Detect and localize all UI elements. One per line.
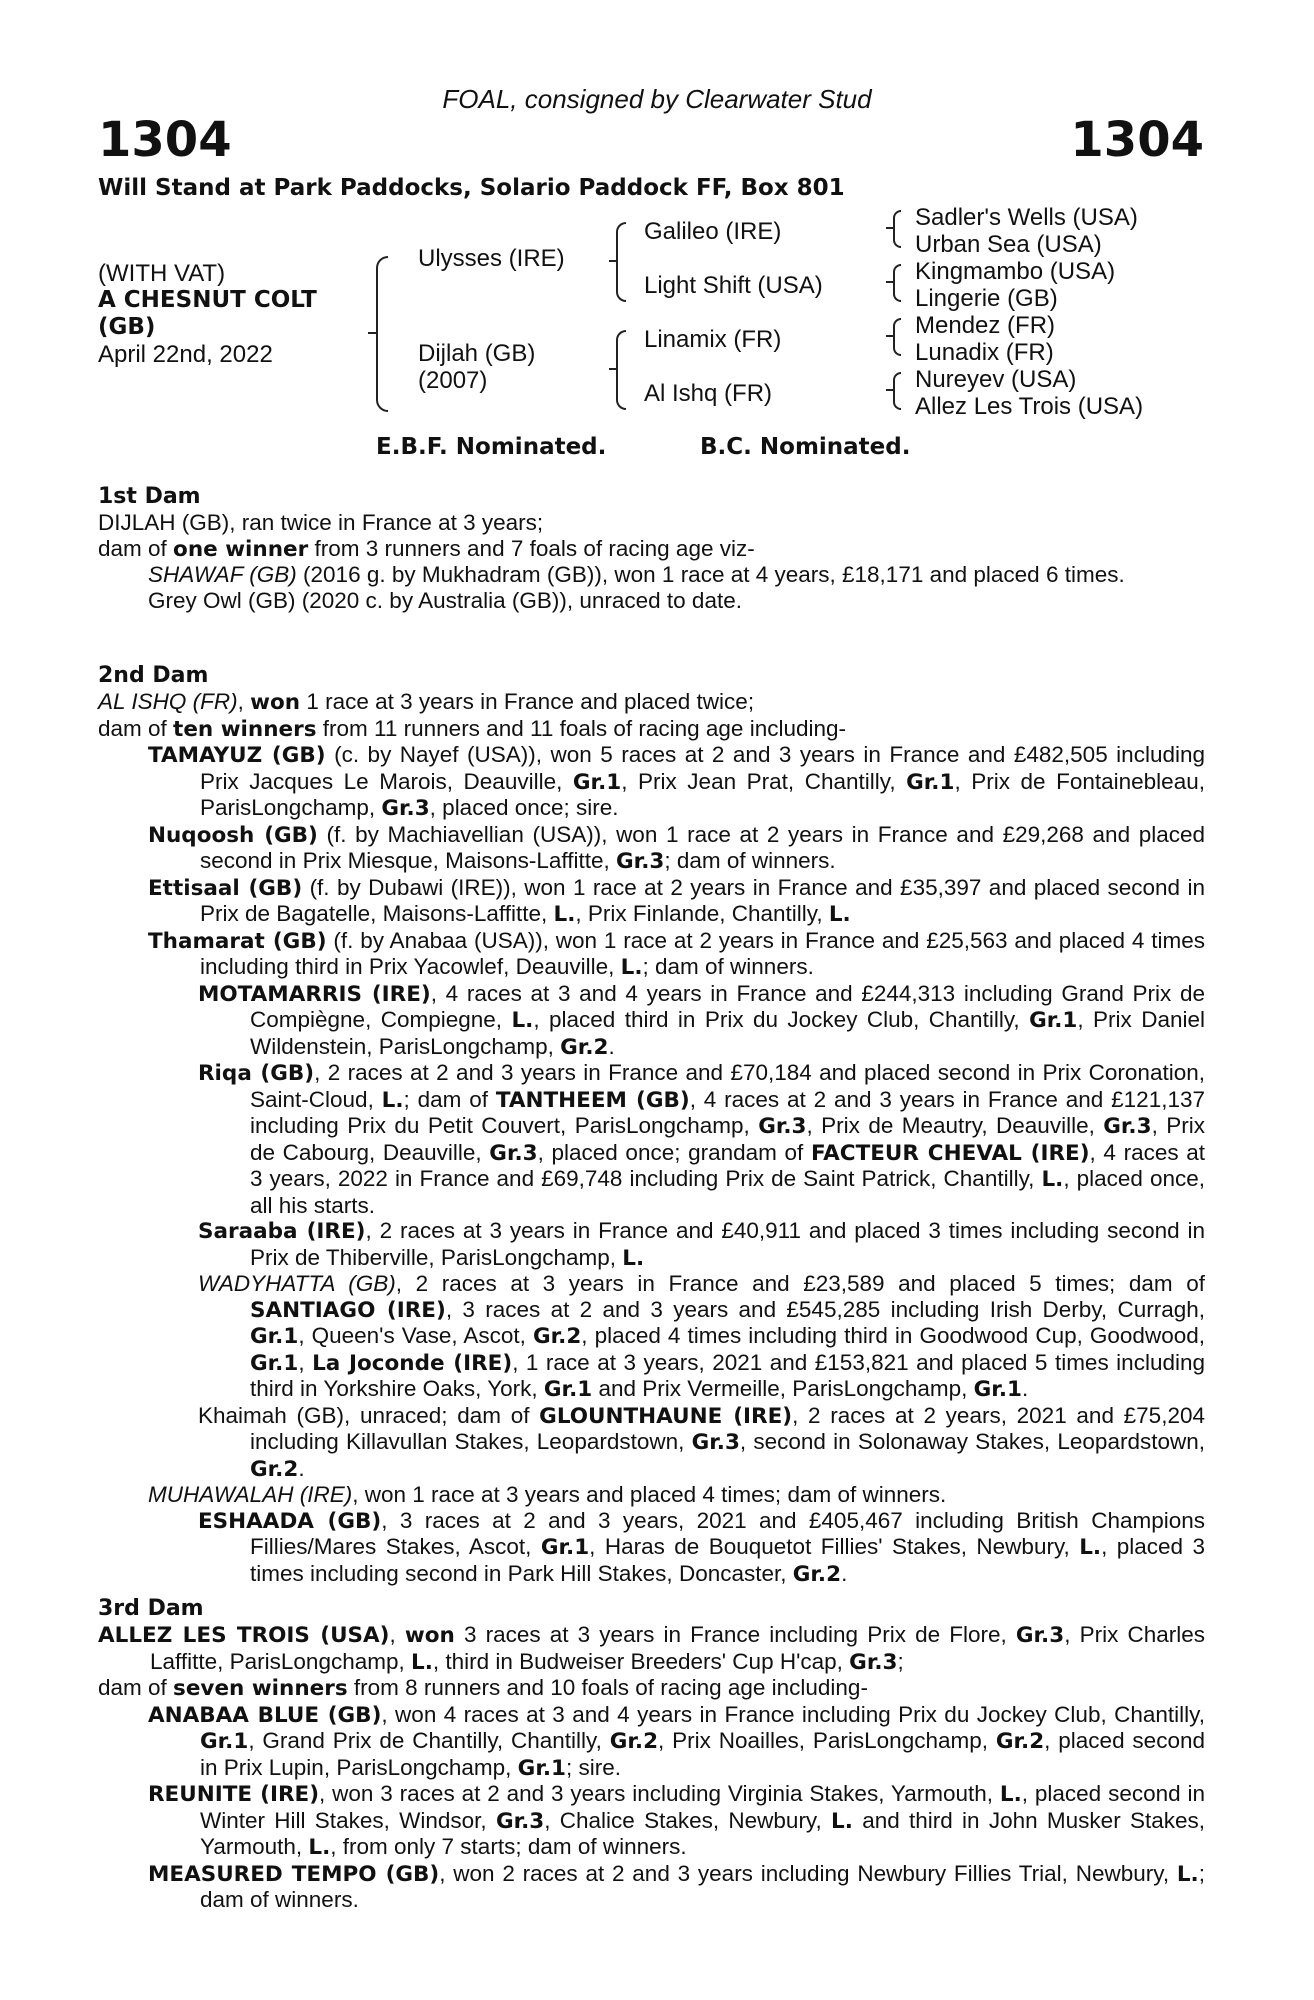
produce-muhawalah: MUHAWALAH (IRE), won 1 race at 3 years and placed 4 times; dam of winners.: [148, 1482, 947, 1507]
produce-nuqoosh: Nuqoosh (GB) (f. by Machiavellian (USA)), won 1 race at 2 years in France and £29,268 and placed second in Prix Miesque, Maisons-Laffitte, Gr.3; dam of winners.: [148, 821, 1206, 874]
ancestor-6: Lunadix (FR): [915, 339, 1054, 366]
dam-sire: Linamix (FR): [644, 326, 782, 353]
ancestor-7: Nureyev (USA): [915, 366, 1077, 393]
grandproduce-motamarris: MOTAMARRIS (IRE), 4 races at 3 and 4 years in France and £244,313 including Grand Prix de Compiègne, Compiegne, L., placed third in Prix du Jockey Club, Chantilly, Gr.1, Prix Daniel Wildenstein, ParisLongchamp, Gr.2.: [198, 980, 1206, 1060]
dam-dam: Al Ishq (FR): [644, 380, 773, 407]
first-dam-produce-summary: dam of one winner from 3 runners and 7 foals of racing age viz-: [98, 535, 755, 562]
brace-g1-tip: [886, 227, 894, 229]
produce-measured-tempo: MEASURED TEMPO (GB), won 2 races at 2 and 3 years including Newbury Fillies Trial, Newbury, L.; dam of winners.: [148, 1860, 1205, 1912]
produce-thamarat: Thamarat (GB) (f. by Anabaa (USA)), won 1 race at 2 years in France and £25,563 and placed 4 times including third in Prix Yacowlef, Deauville, L.; dam of winners.: [148, 927, 1205, 980]
ancestor-1: Sadler's Wells (USA): [915, 204, 1138, 231]
second-dam-produce-summary: dam of ten winners from 11 runners and 11 foals of racing age including-: [98, 715, 847, 742]
produce-shawaf: SHAWAF (GB) (2016 g. by Mukhadram (GB)), won 1 race at 4 years, £18,171 and placed 6 times.: [148, 562, 1125, 587]
horse-title-country: (GB): [98, 314, 156, 340]
third-dam-section: [98, 1596, 1205, 1913]
brace-dam-tip: [609, 368, 617, 370]
produce-tamayuz: TAMAYUZ (GB) (c. by Nayef (USA)), won 5 races at 2 and 3 years in France and £482,505 including Prix Jacques Le Marois, Deauville, Gr.1, Prix Jean Prat, Chantilly, Gr.1, Prix de Fontainebleau, ParisLongchamp, Gr.3, placed once; sire.: [148, 742, 1205, 821]
grandproduce-saraaba: Saraaba (IRE), 2 races at 3 years in France and £40,911 and placed 3 times including second in Prix de Thiberville, ParisLongchamp, L.: [198, 1218, 1205, 1271]
second-dam-heading: 2nd Dam: [98, 663, 209, 688]
horse-title: A CHESNUT COLT: [98, 287, 317, 313]
brace-g3: [893, 318, 901, 356]
dam-year: (2007): [418, 367, 488, 394]
sire-dam: Light Shift (USA): [644, 272, 823, 299]
brace-g2-tip: [886, 281, 894, 283]
grandproduce-eshaada: ESHAADA (GB), 3 races at 2 and 3 years, 2021 and £405,467 including British Champions Fillies/Mares Stakes, Ascot, Gr.1, Haras de Bouquetot Fillies' Stakes, Newbury, L., placed 3 times including second in Park Hill Stakes, Doncaster, Gr.2.: [198, 1507, 1206, 1587]
produce-anabaa-blue: ANABAA BLUE (GB), won 4 races at 3 and 4 years in France including Prix du Jockey Club, Chantilly, Gr.1, Grand Prix de Chantilly, Chantilly, Gr.2, Prix Noailles, ParisLongchamp, Gr.2, placed second in Prix Lupin, ParisLongchamp, Gr.1; sire.: [148, 1701, 1205, 1781]
brace-g4-tip: [886, 389, 894, 391]
third-dam-line: ALLEZ LES TROIS (USA), won 3 races at 3 years in France including Prix de Flore, Gr.3, Prix Charles Laffitte, ParisLongchamp, L., third in Budweiser Breeders' Cup H'cap, Gr.3;: [98, 1622, 1205, 1675]
brace-sire-tip: [609, 260, 617, 262]
first-dam-section: [98, 484, 1205, 613]
first-dam-line: DIJLAH (GB), ran twice in France at 3 years;: [98, 510, 544, 535]
foaling-date: April 22nd, 2022: [98, 341, 273, 368]
third-dam-heading: 3rd Dam: [98, 1596, 204, 1621]
sire-name: Ulysses (IRE): [418, 245, 565, 272]
consignment-line: FOAL, consigned by Clearwater Stud: [442, 84, 872, 114]
produce-grey-owl: Grey Owl (GB) (2020 c. by Australia (GB)), unraced to date.: [148, 587, 742, 613]
brace-sire: [616, 222, 626, 302]
produce-ettisaal: Ettisaal (GB) (f. by Dubawi (IRE)), won 1 race at 2 years in France and £35,397 and placed second in Prix de Bagatelle, Maisons-Laffitte, L., Prix Finlande, Chantilly, L.: [148, 874, 1205, 927]
first-dam-heading: 1st Dam: [98, 484, 201, 509]
ancestor-8: Allez Les Trois (USA): [915, 393, 1144, 420]
grandproduce-wadyhatta: WADYHATTA (GB), 2 races at 3 years in France and £23,589 and placed 5 times; dam of SANTIAGO (IRE), 3 races at 2 and 3 years and £545,285 including Irish Derby, Curragh, Gr.1, Queen's Vase, Ascot, Gr.2, placed 4 times including third in Goodwood Cup, Goodwood, Gr.1, La Joconde (IRE), 1 race at 3 years, 2021 and £153,821 and placed 5 times including third in Yorkshire Oaks, York, Gr.1 and Prix Vermeille, ParisLongchamp, Gr.1.: [198, 1271, 1206, 1402]
ancestor-3: Kingmambo (USA): [915, 258, 1116, 285]
ancestor-5: Mendez (FR): [915, 312, 1056, 339]
bc-nominated: B.C. Nominated.: [700, 434, 911, 460]
second-dam-section: [98, 663, 1205, 1587]
grandproduce-khaimah: Khaimah (GB), unraced; dam of GLOUNTHAUNE (IRE), 2 races at 2 years, 2021 and £75,204 including Killavullan Stakes, Leopardstown, Gr.3, second in Solonaway Stakes, Leopardstown, Gr.2.: [198, 1402, 1205, 1482]
lot-number-right: 1304: [1070, 112, 1204, 168]
brace-g1: [893, 210, 901, 248]
brace-main: [376, 256, 388, 412]
second-dam-line: AL ISHQ (FR), won 1 race at 3 years in France and placed twice;: [98, 689, 755, 715]
sire-sire: Galileo (IRE): [644, 218, 782, 245]
brace-main-tip: [368, 332, 376, 334]
brace-g3-tip: [886, 335, 894, 337]
brace-g4: [893, 372, 901, 410]
ebf-nominated: E.B.F. Nominated.: [376, 434, 607, 460]
ancestor-2: Urban Sea (USA): [915, 231, 1102, 258]
vat-label: (WITH VAT): [98, 260, 226, 287]
lot-number-left: 1304: [98, 112, 232, 168]
brace-g2: [893, 264, 901, 302]
grandproduce-riqa: Riqa (GB), 2 races at 2 and 3 years in France and £70,184 and placed second in Prix Coronation, Saint-Cloud, L.; dam of TANTHEEM (GB), 4 races at 2 and 3 years in France and £121,137 including Prix du Petit Couvert, ParisLongchamp, Gr.3, Prix de Meautry, Deauville, Gr.3, Prix de Cabourg, Deauville, Gr.3, placed once; grandam of FACTEUR CHEVAL (IRE), 4 races at 3 years, 2022 in France and £69,748 including Prix de Saint Patrick, Chantilly, L., placed once, all his starts.: [198, 1060, 1205, 1218]
produce-reunite: REUNITE (IRE), won 3 races at 2 and 3 years including Virginia Stakes, Yarmouth, L., placed second in Winter Hill Stakes, Windsor, Gr.3, Chalice Stakes, Newbury, L. and third in John Musker Stakes, Yarmouth, L., from only 7 starts; dam of winners.: [148, 1781, 1205, 1860]
dam-name: Dijlah (GB): [418, 340, 536, 367]
standing-location: Will Stand at Park Paddocks, Solario Paddock FF, Box 801: [98, 175, 845, 201]
ancestor-4: Lingerie (GB): [915, 285, 1058, 312]
brace-dam: [616, 330, 626, 410]
third-dam-produce-summary: dam of seven winners from 8 runners and 10 foals of racing age including-: [98, 1675, 868, 1701]
